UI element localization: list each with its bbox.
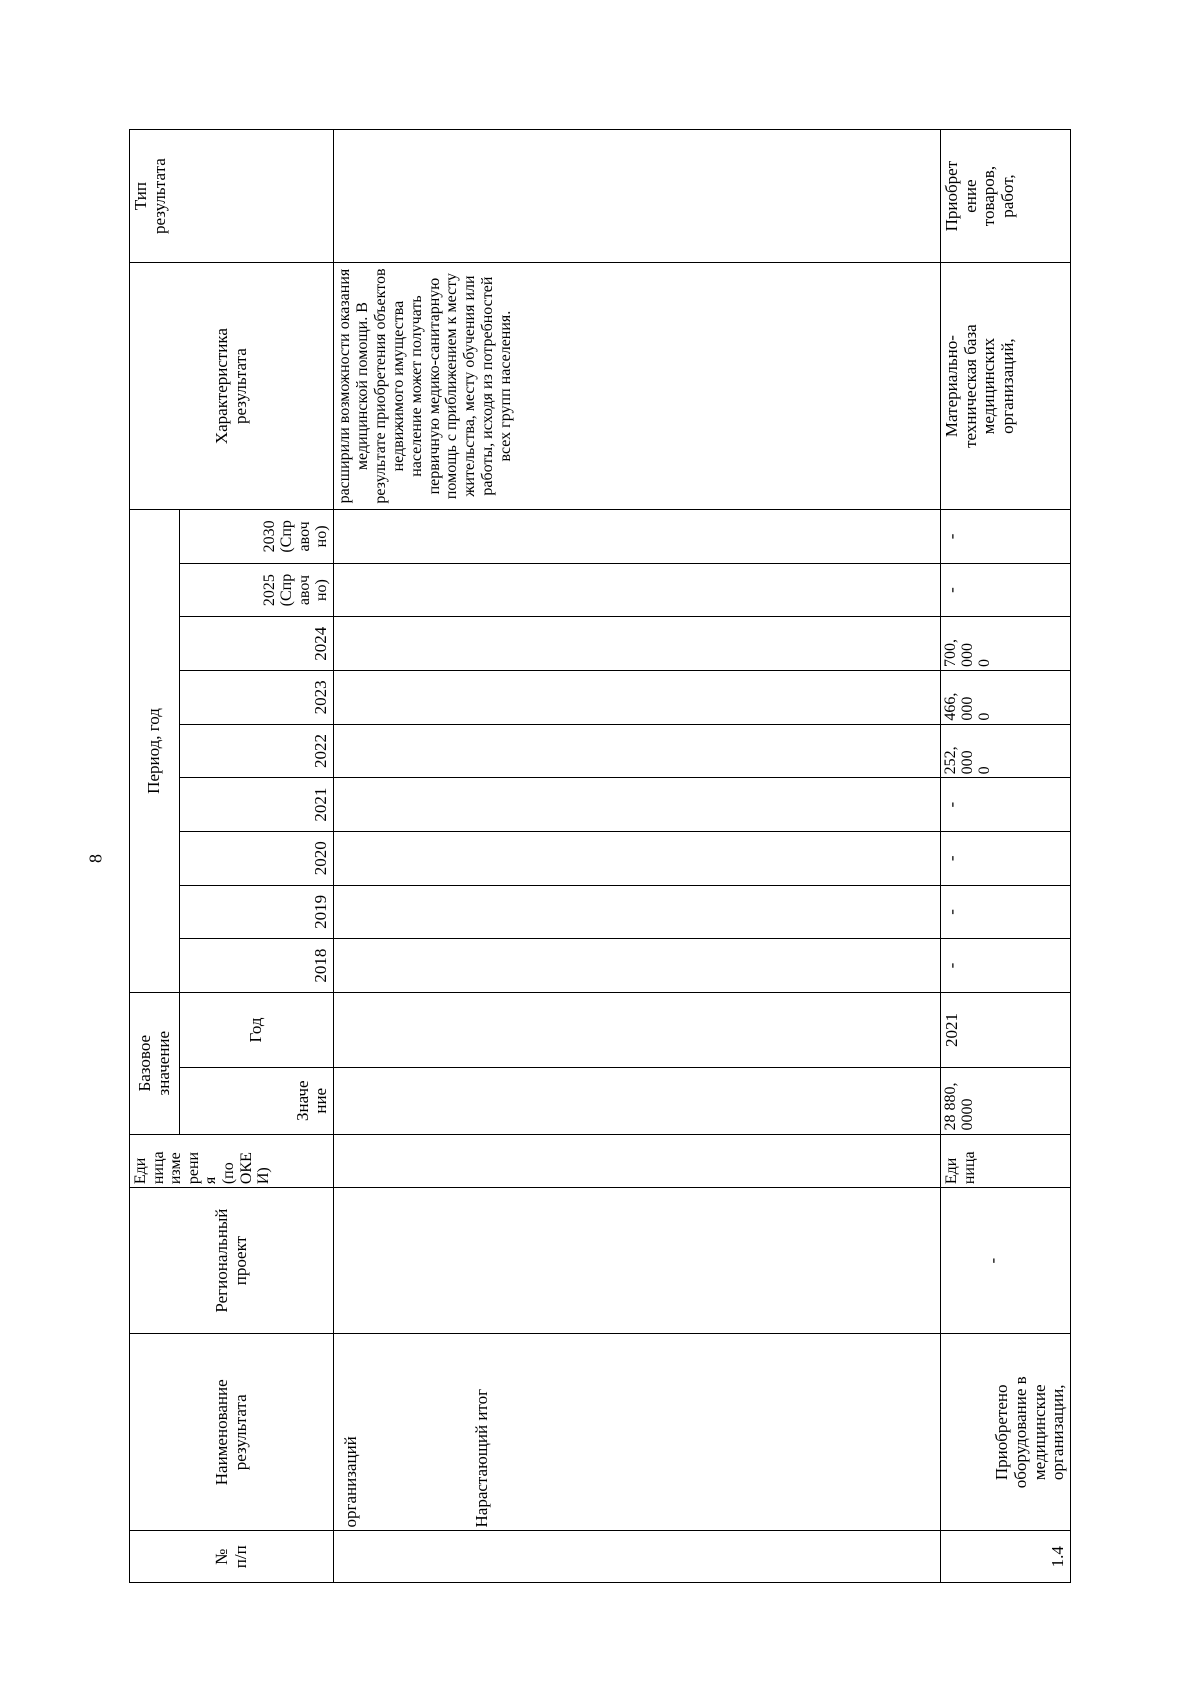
header-base: Базовое значение: [130, 992, 180, 1134]
header-year: 2023: [180, 671, 334, 725]
row-cont-year: [334, 831, 941, 885]
header-project: Региональный проект: [130, 1188, 334, 1334]
table-row-1-4: [941, 130, 1071, 1583]
row-cont-characteristic: расширили возможности оказания медицинской помощи. В результате приобретения объектов недвижимого имущества население может получать первичную медико-санитарную помощь с приближением к месту жительства, месту обучения или работы, исходя из потребностей всех групп населения.: [334, 263, 941, 510]
row-14-year-value: -: [941, 831, 1071, 885]
row-14-name: Приобретено оборудование в медицинские организации,: [941, 1334, 1071, 1531]
row-cont-name: [334, 1334, 941, 1531]
header-year: 2019: [180, 885, 334, 939]
page-number: 8: [85, 854, 106, 863]
header-year: 2024: [180, 617, 334, 671]
row-cont-name-cumulative: Нарастающий итог: [471, 1388, 491, 1528]
header-year: 2025 (Спр авоч но): [180, 563, 334, 617]
row-14-year-value: -: [941, 778, 1071, 832]
header-year: 2021: [180, 778, 334, 832]
row-14-base-year: 2021: [941, 992, 1071, 1067]
table-row-continuation: [334, 130, 941, 1583]
header-base-year: Год: [180, 992, 334, 1067]
row-cont-year: [334, 939, 941, 993]
header-year: 2020: [180, 831, 334, 885]
row-cont-year: [334, 617, 941, 671]
header-period: Период, год: [130, 509, 180, 992]
row-cont-project: [334, 1188, 941, 1334]
header-num: № п/п: [130, 1531, 334, 1583]
row-14-num: 1.4: [941, 1531, 1071, 1583]
header-base-value: Значе ние: [180, 1068, 334, 1135]
row-14-year-value: 466, 000 0: [941, 671, 1071, 725]
row-cont-base-year: [334, 992, 941, 1067]
row-14-year-value: 252, 000 0: [941, 724, 1071, 778]
header-year: 2030 (Спр авоч но): [180, 509, 334, 563]
row-cont-year: [334, 563, 941, 617]
row-14-year-value: -: [941, 509, 1071, 563]
row-14-characteristic: Материально- техническая база медицинских организаций,: [941, 263, 1071, 510]
header-year: 2018: [180, 939, 334, 993]
row-cont-num: [334, 1531, 941, 1583]
row-14-year-value: -: [941, 885, 1071, 939]
header-unit: Еди ница изме рени я (по ОКЕ И): [130, 1134, 334, 1188]
row-14-year-value: -: [941, 939, 1071, 993]
header-year: 2022: [180, 724, 334, 778]
row-14-type: Приобрет ение товаров, работ,: [941, 130, 1071, 263]
results-table: [129, 129, 1071, 1583]
row-cont-year: [334, 778, 941, 832]
header-row: [130, 130, 180, 1583]
header-name: Наименование результата: [130, 1334, 334, 1531]
rotated-table-content: [129, 129, 1083, 1583]
row-cont-base-value: [334, 1068, 941, 1135]
row-cont-year: [334, 671, 941, 725]
row-14-year-value: 700, 000 0: [941, 617, 1071, 671]
row-14-year-value: -: [941, 563, 1071, 617]
row-cont-type: [334, 130, 941, 263]
row-cont-year: [334, 724, 941, 778]
row-14-project: -: [941, 1188, 1071, 1334]
row-cont-unit: [334, 1134, 941, 1188]
row-14-base-value: 28 880, 0000: [941, 1068, 1071, 1135]
row-14-unit: Еди ница: [941, 1134, 1071, 1188]
header-type: Тип результата: [130, 130, 334, 263]
row-cont-year: [334, 885, 941, 939]
header-characteristic: Характеристика результата: [130, 263, 334, 510]
row-cont-name-top: организаций: [341, 1436, 360, 1528]
rotated-table-frame: [129, 129, 1083, 1583]
row-cont-year: [334, 509, 941, 563]
